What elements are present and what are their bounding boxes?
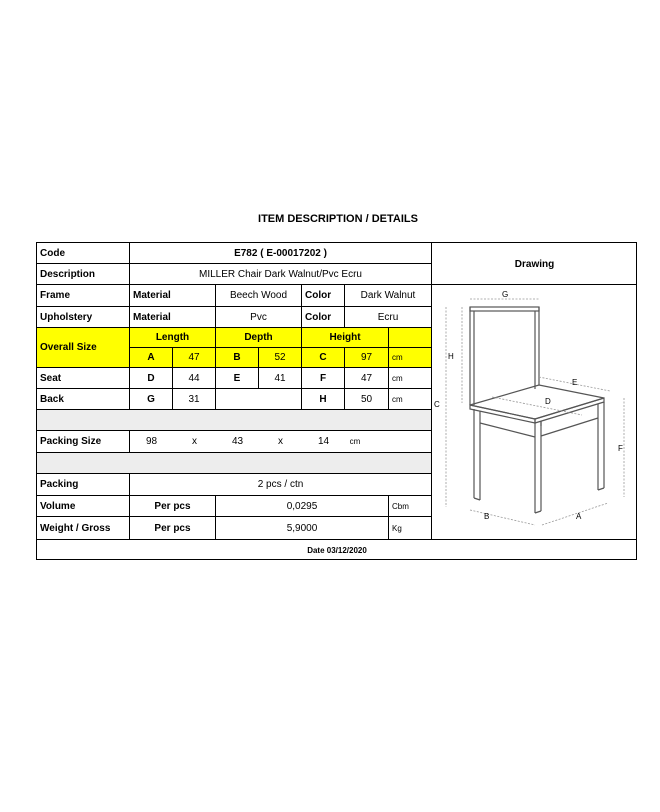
volume-label: Volume xyxy=(37,496,130,517)
label-d: D xyxy=(545,397,551,406)
seat-label: Seat xyxy=(37,368,130,389)
upholstery-label: Upholstery xyxy=(37,307,130,328)
overall-b-key: B xyxy=(216,348,259,368)
label-b: B xyxy=(484,512,490,521)
seat-d-key: D xyxy=(130,368,173,389)
label-e: E xyxy=(572,378,578,387)
weight-per: Per pcs xyxy=(130,517,216,540)
drawing-panel xyxy=(432,243,637,540)
volume-unit: Cbm xyxy=(389,496,432,517)
weight-label: Weight / Gross xyxy=(37,517,130,540)
seat-d-value: 44 xyxy=(173,368,216,389)
back-g-value: 31 xyxy=(173,389,216,410)
packing-size-x2: x xyxy=(259,431,302,453)
packing-size-width: 43 xyxy=(216,431,259,453)
label-c: C xyxy=(434,400,440,409)
spec-sheet xyxy=(36,242,637,560)
separator-row xyxy=(37,410,432,431)
overall-a-key: A xyxy=(130,348,173,368)
frame-color-value: Dark Walnut xyxy=(345,285,432,307)
back-unit: cm xyxy=(389,389,432,410)
packing-size-label: Packing Size xyxy=(37,431,130,453)
dim-a-line xyxy=(542,503,608,525)
back-h-key: H xyxy=(302,389,345,410)
packing-size-x1: x xyxy=(173,431,216,453)
drawing-title: Drawing xyxy=(432,245,637,285)
length-header: Length xyxy=(130,328,216,348)
overall-a-value: 47 xyxy=(173,348,216,368)
label-g: G xyxy=(502,290,509,299)
seat-e-value: 41 xyxy=(259,368,302,389)
overall-unit-header-blank xyxy=(389,328,432,348)
packing-value: 2 pcs / ctn xyxy=(130,474,432,496)
back-empty-cell xyxy=(216,389,302,410)
code-label: Code xyxy=(37,243,130,264)
back-h-value: 50 xyxy=(345,389,389,410)
packing-size-filler xyxy=(365,431,432,453)
label-f: F xyxy=(618,444,623,453)
overall-c-value: 97 xyxy=(345,348,389,368)
packing-size-height: 14 xyxy=(302,431,345,453)
description-label: Description xyxy=(37,264,130,285)
weight-unit: Kg xyxy=(389,517,432,540)
upholstery-color-label: Color xyxy=(302,307,345,328)
label-h: H xyxy=(448,352,454,361)
seat-f-value: 47 xyxy=(345,368,389,389)
code-value: E782 ( E-00017202 ) xyxy=(130,243,432,264)
description-value: MILLER Chair Dark Walnut/Pvc Ecru xyxy=(130,264,432,285)
height-header: Height xyxy=(302,328,389,348)
document-title: ITEM DESCRIPTION / DETAILS xyxy=(258,213,418,225)
chair-drawing xyxy=(432,285,637,539)
overall-b-value: 52 xyxy=(259,348,302,368)
separator-row-2 xyxy=(37,453,432,474)
back-g-key: G xyxy=(130,389,173,410)
seat-f-key: F xyxy=(302,368,345,389)
frame-color-label: Color xyxy=(302,285,345,307)
upholstery-material-label: Material xyxy=(130,307,216,328)
depth-header: Depth xyxy=(216,328,302,348)
upholstery-color-value: Ecru xyxy=(345,307,432,328)
packing-size-length: 98 xyxy=(130,431,173,453)
weight-value: 5,9000 xyxy=(216,517,389,540)
document-date: Date 03/12/2020 xyxy=(307,545,367,555)
packing-size-unit: cm xyxy=(345,431,365,453)
frame-label: Frame xyxy=(37,285,130,307)
seat-e-key: E xyxy=(216,368,259,389)
packing-label: Packing xyxy=(37,474,130,496)
upholstery-material-value: Pvc xyxy=(216,307,302,328)
overall-c-key: C xyxy=(302,348,345,368)
overall-unit: cm xyxy=(389,348,432,368)
seat-unit: cm xyxy=(389,368,432,389)
dim-b-line xyxy=(470,510,535,525)
volume-per: Per pcs xyxy=(130,496,216,517)
overall-size-label: Overall Size xyxy=(37,328,130,368)
back-label: Back xyxy=(37,389,130,410)
label-a: A xyxy=(576,512,582,521)
backrest-top-rail xyxy=(470,307,539,311)
frame-material-value: Beech Wood xyxy=(216,285,302,307)
frame-material-label: Material xyxy=(130,285,216,307)
volume-value: 0,0295 xyxy=(216,496,389,517)
